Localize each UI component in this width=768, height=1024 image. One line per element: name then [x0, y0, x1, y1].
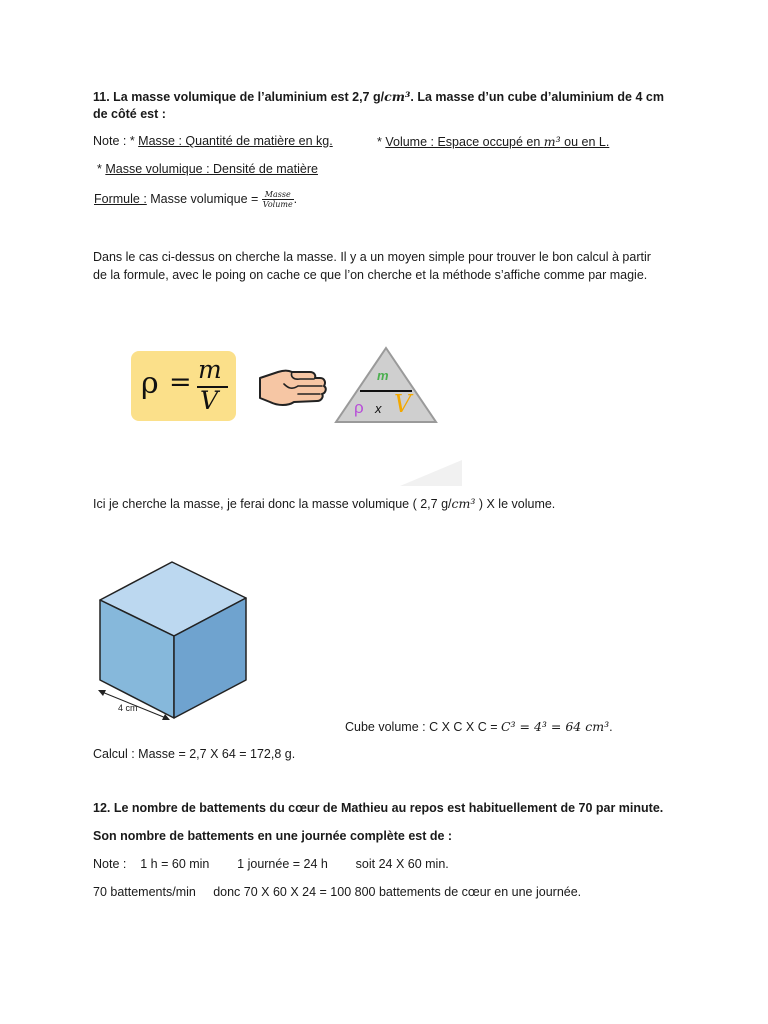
note-volume-line — [377, 134, 609, 149]
note-volume-a: Volume : Espace occupé en — [385, 135, 544, 149]
formule-line — [94, 188, 297, 210]
q11-title-unit: cm³ — [384, 89, 411, 104]
triangle-m: m — [377, 368, 389, 383]
ici-part-a: Ici je cherche la masse, je ferai donc la masse volumique ( 2,7 g/ — [93, 497, 452, 511]
formula-equals: = — [169, 367, 192, 398]
formule-text: Masse volumique = — [146, 192, 262, 206]
formula-m: m — [198, 355, 222, 384]
ici-unit: cm³ — [451, 496, 476, 511]
q11-title-part-a: 11. La masse volumique de l’aluminium est 2,7 g/ — [93, 90, 385, 104]
note-mv-prefix: * — [97, 162, 106, 176]
note-masse-volumique: Masse volumique : Densité de matière — [105, 162, 318, 176]
calcul-line: Calcul : Masse = 2,7 X 64 = 172,8 g. — [93, 747, 296, 761]
formule-fraction — [262, 190, 294, 209]
cube-diagram — [90, 558, 260, 724]
q11-title-line1 — [93, 89, 664, 104]
ici-part-b: ) X le volume. — [475, 497, 556, 511]
formula-V: V — [200, 386, 219, 415]
q12-title: 12. Le nombre de battements du cœur de Mathieu au repos est habituellement de 70 par minute. — [93, 801, 664, 815]
note-volume-unit: m³ — [543, 134, 561, 149]
q12-note: Note : 1 h = 60 min 1 journée = 24 h soit 24 X 60 min. — [93, 857, 449, 871]
note-masse-line — [93, 134, 333, 148]
note-prefix: Note : * — [93, 134, 139, 148]
triangle-v: V — [394, 390, 412, 418]
formula-rho: ρ — [141, 366, 159, 401]
cube-side-label: 4 cm — [118, 703, 138, 713]
note-masse: Masse : Quantité de matière en kg. — [138, 134, 333, 148]
formule-end: . — [293, 192, 298, 206]
fist-icon — [254, 364, 330, 410]
cube-volume-line — [345, 719, 613, 734]
fraction-denominator: Volume — [262, 200, 293, 210]
triangle-diagram — [334, 346, 438, 424]
triangle-x: x — [375, 401, 382, 416]
cube-volume-math: C³ = 4³ = 64 cm³ — [500, 719, 610, 734]
formula-card — [131, 351, 236, 421]
formule-label: Formule : — [94, 192, 147, 206]
q12-subtitle: Son nombre de battements en une journée complète est de : — [93, 829, 453, 843]
ici-line — [93, 496, 555, 511]
q11-title-part-b: . La masse d’un cube d’aluminium de 4 cm — [410, 90, 664, 104]
paragraph-line1: Dans le cas ci-dessus on cherche la masse. Il y a un moyen simple pour trouver le bon calcul à partir — [93, 250, 651, 264]
paragraph-line2: de la formule, avec le poing on cache ce que l’on cherche et la méthode s’affiche comme par magie. — [93, 268, 648, 282]
cube-volume-end: . — [609, 720, 613, 734]
triangle-rho: ρ — [354, 398, 364, 417]
note-masse-volumique-line — [97, 162, 318, 176]
q11-title-line2: de côté est : — [93, 107, 166, 121]
cube-volume-a: Cube volume : C X C X C = — [345, 720, 501, 734]
note-volume-prefix: * — [377, 135, 386, 149]
fraction-numerator: Masse — [262, 190, 294, 200]
decorative-shape — [400, 460, 464, 486]
note-volume-b: ou en L. — [560, 135, 610, 149]
q12-result: 70 battements/min donc 70 X 60 X 24 = 100 800 battements de cœur en une journée. — [93, 885, 582, 899]
